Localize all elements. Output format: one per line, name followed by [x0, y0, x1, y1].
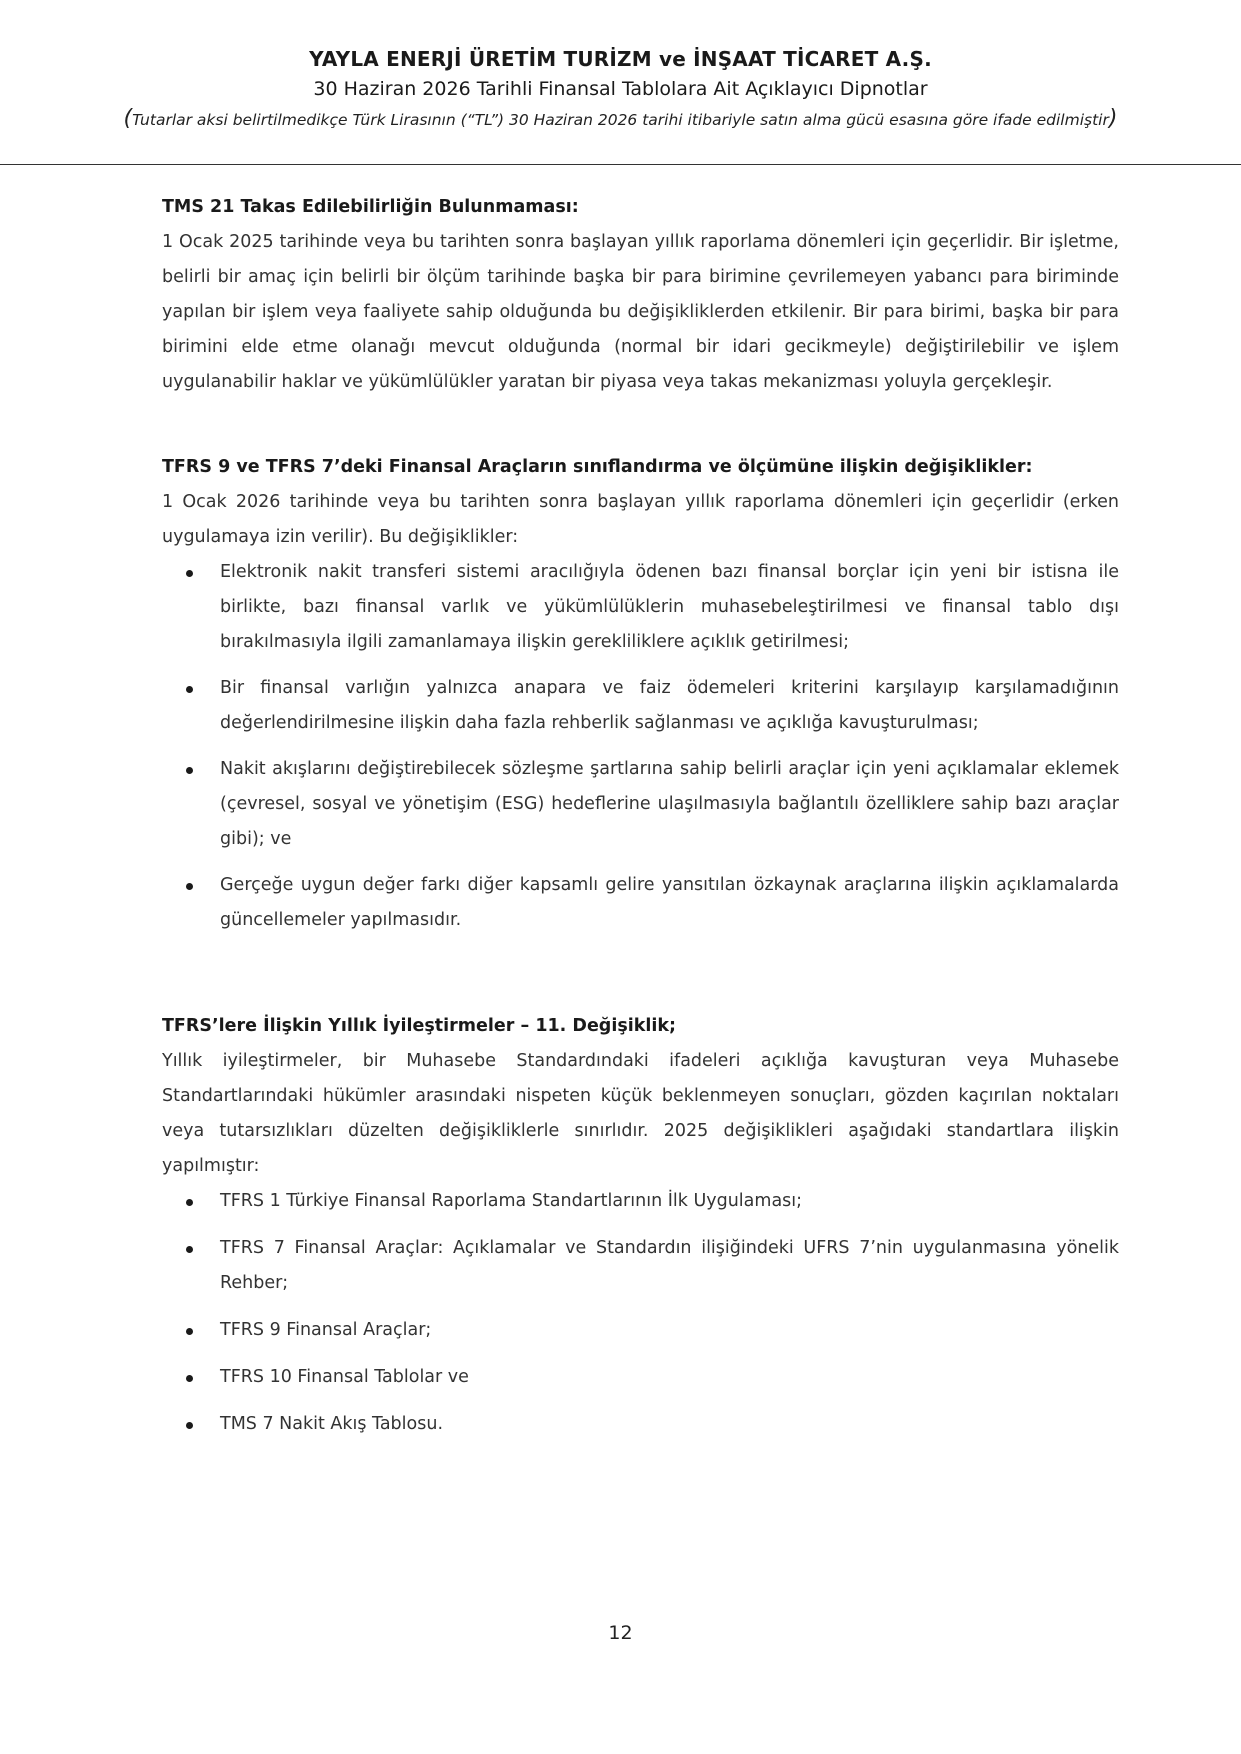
bullet-icon	[186, 883, 193, 890]
list-item-text: Elektronik nakit transferi sistemi aracılığıyla ödenen bazı finansal borçlar için yeni bir istisna ile birlikte, bazı finansal varlık ve yükümlülüklerin muhasebeleştirilmesi ve finansal tablo dışı bırakılmasıyla ilgili zamanlamaya ilişkin gerekliliklere açıklık getirilmesi;	[220, 562, 1119, 652]
list-item-text: TFRS 7 Finansal Araçlar: Açıklamalar ve Standardın ilişiğindeki UFRS 7’nin uygulanmasına yönelik Rehber;	[220, 1238, 1119, 1293]
section-paragraph: Yıllık iyileştirmeler, bir Muhasebe Standardındaki ifadeleri açıklığa kavuşturan veya Muhasebe Standartlarındaki hükümler arasındaki nispeten küçük beklenmeyen sonuçları, gözden kaçırılan noktaları veya tutarsızlıkları düzelten değişikliklerle sınırlıdır. 2025 değişiklikleri aşağıdaki standartlara ilişkin yapılmıştır:	[162, 1051, 1119, 1176]
list-item	[162, 1184, 1119, 1219]
section-spacer	[162, 400, 1119, 450]
list-item	[162, 671, 1119, 741]
note-close-paren: )	[1108, 106, 1118, 131]
section-paragraph: 1 Ocak 2025 tarihinde veya bu tarihten sonra başlayan yıllık raporlama dönemleri için geçerlidir. Bir işletme, belirli bir amaç için belirli bir ölçüm tarihinde başka bir para birimine çevrilemeyen yabancı para biriminde yapılan bir işlem veya faaliyete sahip olduğunda bu değişikliklerden etkilenir. Bir para birimi, başka bir para birimini elde etme olanağı mevcut olduğunda (normal bir idari gecikmeyle) değiştirilebilir ve işlem uygulanabilir haklar ve yükümlülükler yaratan bir piyasa veya takas mekanizması yoluyla gerçekleşir.	[162, 232, 1119, 392]
section-spacer	[162, 949, 1119, 1009]
bullet-icon	[186, 1246, 193, 1253]
bullet-list	[162, 1184, 1119, 1442]
list-item	[162, 1360, 1119, 1395]
page-number: 12	[608, 1622, 633, 1644]
section-paragraph: 1 Ocak 2026 tarihinde veya bu tarihten sonra başlayan yıllık raporlama dönemleri için geçerlidir (erken uygulamaya izin verilir). Bu değişiklikler:	[162, 492, 1119, 547]
bullet-icon	[186, 1328, 193, 1335]
bullet-list	[162, 555, 1119, 938]
page-header	[0, 44, 1241, 135]
list-item-text: TFRS 9 Finansal Araçlar;	[220, 1320, 432, 1340]
section-title: TMS 21 Takas Edilebilirliğin Bulunmaması:	[162, 197, 579, 217]
currency-note	[0, 104, 1241, 135]
section-tms21	[162, 190, 1119, 400]
list-item	[162, 1313, 1119, 1348]
list-item-text: Bir finansal varlığın yalnızca anapara ve faiz ödemeleri kriterini karşılayıp karşılamadığının değerlendirilmesine ilişkin daha fazla rehberlik sağlanması ve açıklığa kavuşturulması;	[220, 678, 1119, 733]
list-item	[162, 1231, 1119, 1301]
company-name: YAYLA ENERJİ ÜRETİM TURİZM ve İNŞAAT TİCARET A.Ş.	[309, 47, 932, 71]
section-title: TFRS’lere İlişkin Yıllık İyileştirmeler – 11. Değişiklik;	[162, 1016, 677, 1036]
bullet-icon	[186, 570, 193, 577]
bullet-icon	[186, 1422, 193, 1429]
bullet-icon	[186, 686, 193, 693]
bullet-icon	[186, 767, 193, 774]
section-title: TFRS 9 ve TFRS 7’deki Finansal Araçların sınıflandırma ve ölçümüne ilişkin değişiklikler:	[162, 457, 1033, 477]
bullet-icon	[186, 1375, 193, 1382]
page-content	[162, 190, 1119, 1454]
list-item	[162, 555, 1119, 660]
document-subtitle: 30 Haziran 2026 Tarihli Finansal Tablolara Ait Açıklayıcı Dipnotlar	[313, 78, 928, 100]
list-item	[162, 1407, 1119, 1442]
note-open-paren: (	[123, 106, 133, 131]
header-divider	[0, 164, 1241, 165]
list-item	[162, 868, 1119, 938]
currency-note-text: Tutarlar aksi belirtilmedikçe Türk Lirasının (“TL”) 30 Haziran 2026 tarihi itibariyle satın alma gücü esasına göre ifade edilmiştir	[132, 111, 1109, 129]
list-item-text: TFRS 1 Türkiye Finansal Raporlama Standartlarının İlk Uygulaması;	[220, 1191, 803, 1211]
list-item-text: Nakit akışlarını değiştirebilecek sözleşme şartlarına sahip belirli araçlar için yeni açıklamalar eklemek (çevresel, sosyal ve yönetişim (ESG) hedeflerine ulaşılmasıyla bağlantılı özelliklere sahip bazı araçlar gibi); ve	[220, 759, 1119, 849]
list-item	[162, 752, 1119, 857]
bullet-icon	[186, 1199, 193, 1206]
list-item-text: TMS 7 Nakit Akış Tablosu.	[220, 1414, 444, 1434]
section-tfrs9-tfrs7	[162, 450, 1119, 938]
list-item-text: Gerçeğe uygun değer farkı diğer kapsamlı gelire yansıtılan özkaynak araçlarına ilişkin açıklamalarda güncellemeler yapılmasıdır.	[220, 875, 1119, 930]
section-annual-improvements	[162, 1009, 1119, 1442]
list-item-text: TFRS 10 Finansal Tablolar ve	[220, 1367, 469, 1387]
